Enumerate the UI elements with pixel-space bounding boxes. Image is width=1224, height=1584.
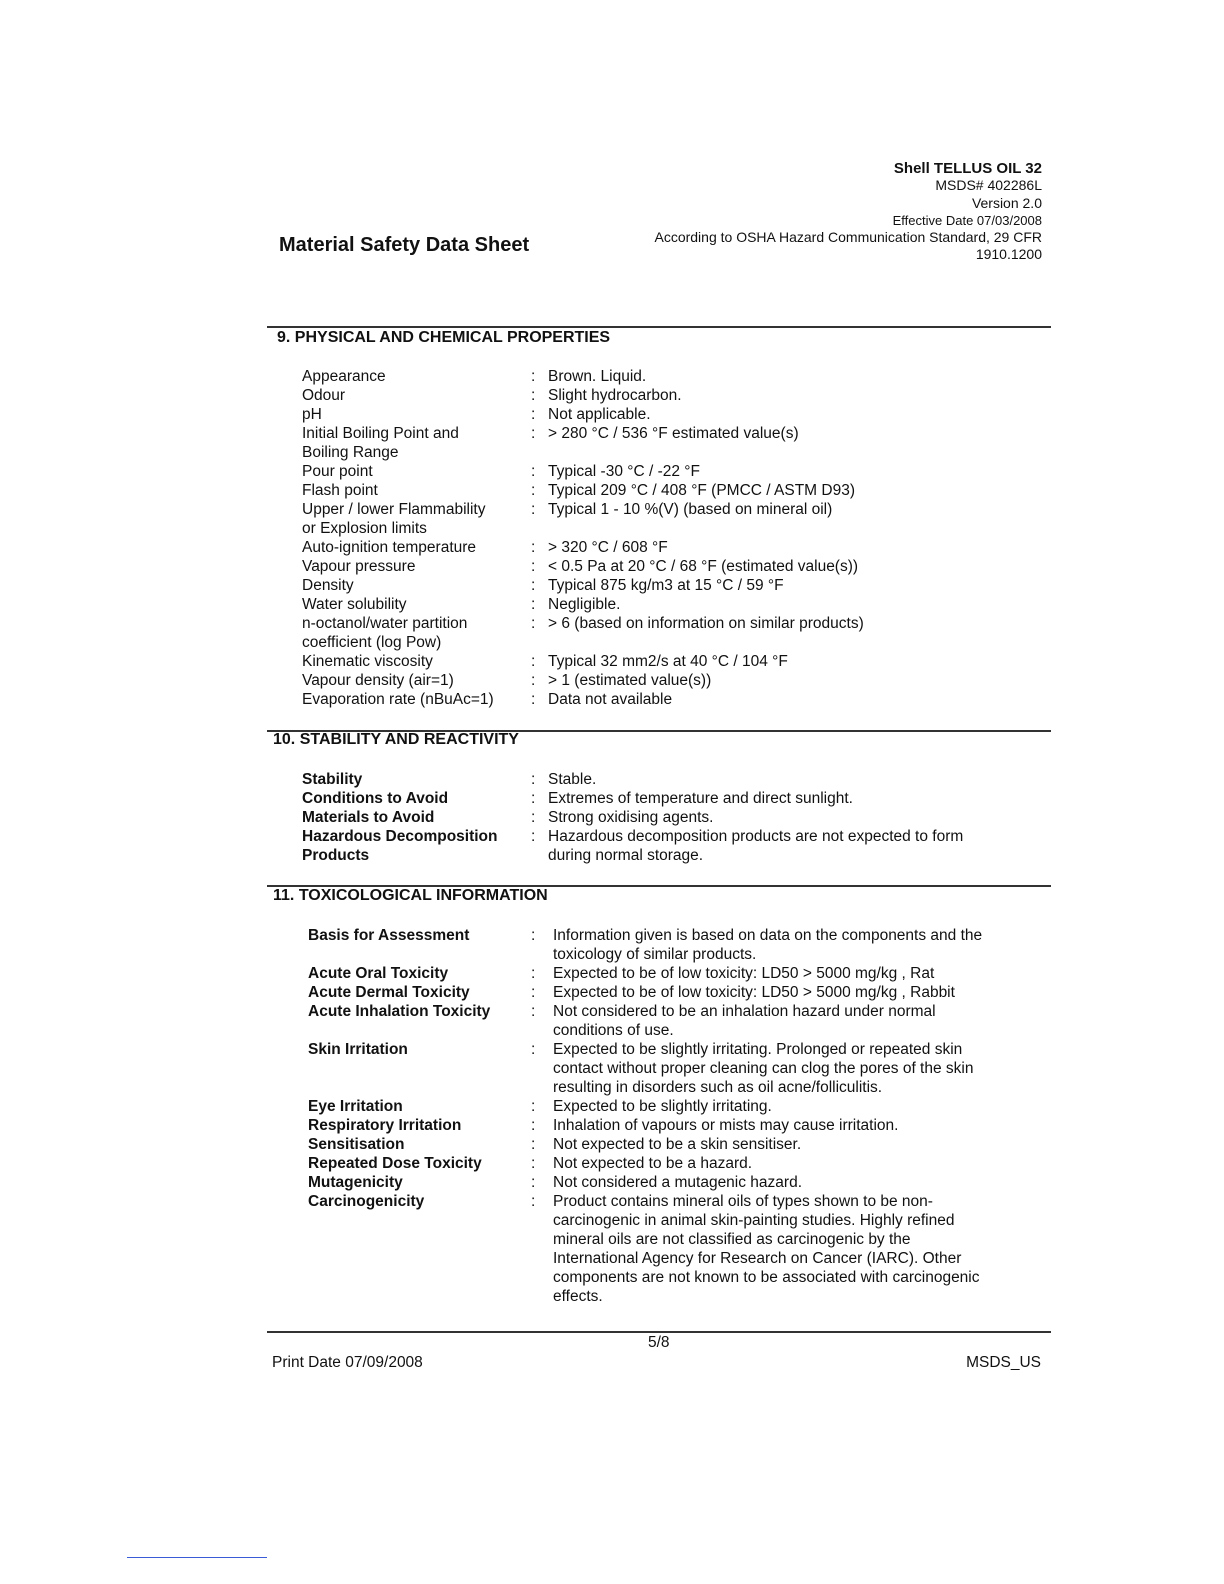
stability-value: Strong oxidising agents. <box>548 809 714 826</box>
colon-separator: : <box>531 790 536 807</box>
colon-separator: : <box>531 927 536 944</box>
toxicology-value-line: resulting in disorders such as oil acne/folliculitis. <box>553 1079 883 1096</box>
stability-value: Extremes of temperature and direct sunlight. <box>548 790 853 807</box>
colon-separator: : <box>531 1003 536 1020</box>
property-label: Odour <box>302 387 346 404</box>
property-label-continued: or Explosion limits <box>302 520 427 537</box>
property-label-continued: coefficient (log Pow) <box>302 634 442 651</box>
toxicology-label: Repeated Dose Toxicity <box>308 1155 482 1172</box>
toxicology-label: Sensitisation <box>308 1136 405 1153</box>
property-label-continued: Boiling Range <box>302 444 399 461</box>
colon-separator: : <box>531 615 536 632</box>
property-value: Typical 32 mm2/s at 40 °C / 104 °F <box>548 653 788 670</box>
msds-number: MSDS# 402286L <box>935 177 1042 194</box>
toxicology-value-line: carcinogenic in animal skin-painting studies. Highly refined <box>553 1212 955 1229</box>
colon-separator: : <box>531 425 536 442</box>
section-10-number: 10. <box>273 731 296 748</box>
toxicology-value-line: contact without proper cleaning can clog the pores of the skin <box>553 1060 974 1077</box>
colon-separator: : <box>531 539 536 556</box>
link-underline <box>127 1557 267 1558</box>
colon-separator: : <box>531 771 536 788</box>
toxicology-value-line: components are not known to be associated with carcinogenic <box>553 1269 980 1286</box>
stability-value: Hazardous decomposition products are not expected to form <box>548 828 964 845</box>
property-label: Vapour density (air=1) <box>302 672 454 689</box>
toxicology-label: Acute Oral Toxicity <box>308 965 449 982</box>
toxicology-value-line: Expected to be of low toxicity: LD50 > 5000 mg/kg , Rabbit <box>553 984 955 1001</box>
toxicology-value-line: effects. <box>553 1288 603 1305</box>
section-11-heading <box>273 887 548 905</box>
colon-separator: : <box>531 1193 536 1210</box>
toxicology-value-line: Expected to be of low toxicity: LD50 > 5000 mg/kg , Rat <box>553 965 935 982</box>
document-header-info <box>654 160 1042 264</box>
property-label: Kinematic viscosity <box>302 653 433 670</box>
property-label: pH <box>302 406 322 423</box>
colon-separator: : <box>531 809 536 826</box>
colon-separator: : <box>531 984 536 1001</box>
property-label: Flash point <box>302 482 378 499</box>
stability-value-continued: during normal storage. <box>548 847 704 864</box>
toxicology-value-line: Not considered to be an inhalation hazard under normal <box>553 1003 936 1020</box>
colon-separator: : <box>531 368 536 385</box>
product-name: Shell TELLUS OIL 32 <box>893 160 1042 177</box>
effective-date: Effective Date 07/03/2008 <box>892 212 1042 228</box>
toxicology-label: Basis for Assessment <box>308 927 470 944</box>
colon-separator: : <box>531 387 536 404</box>
stability-label: Conditions to Avoid <box>302 790 449 807</box>
section-9-heading <box>277 329 610 347</box>
colon-separator: : <box>531 691 536 708</box>
section-10-heading <box>273 731 519 749</box>
document-title: Material Safety Data Sheet <box>279 234 530 256</box>
toxicology-label: Acute Dermal Toxicity <box>308 984 470 1001</box>
toxicology-value-line: Not expected to be a hazard. <box>553 1155 753 1172</box>
property-value: Typical 1 - 10 %(V) (based on mineral oil) <box>548 501 833 518</box>
property-value: Not applicable. <box>548 406 651 423</box>
stability-label: Stability <box>302 771 363 788</box>
colon-separator: : <box>531 653 536 670</box>
toxicology-label: Respiratory Irritation <box>308 1117 462 1134</box>
property-value: Typical -30 °C / -22 °F <box>548 463 700 480</box>
colon-separator: : <box>531 828 536 845</box>
property-label: Pour point <box>302 463 373 480</box>
section-11-title: TOXICOLOGICAL INFORMATION <box>298 887 548 904</box>
toxicology-value-line: toxicology of similar products. <box>553 946 757 963</box>
toxicology-value-line: Not considered a mutagenic hazard. <box>553 1174 803 1191</box>
toxicology-label: Eye Irritation <box>308 1098 403 1115</box>
page-number: 5/8 <box>648 1334 670 1351</box>
toxicology-label: Carcinogenicity <box>308 1193 425 1210</box>
colon-separator: : <box>531 1155 536 1172</box>
property-label: Upper / lower Flammability <box>302 501 486 518</box>
property-label: Vapour pressure <box>302 558 416 575</box>
colon-separator: : <box>531 1136 536 1153</box>
section-9-number: 9. <box>277 329 291 346</box>
property-value: Slight hydrocarbon. <box>548 387 682 404</box>
osha-standard-line2: 1910.1200 <box>975 246 1042 263</box>
property-value: > 6 (based on information on similar products) <box>548 615 864 632</box>
colon-separator: : <box>531 1098 536 1115</box>
version: Version 2.0 <box>971 194 1042 211</box>
colon-separator: : <box>531 482 536 499</box>
toxicology-value-line: Product contains mineral oils of types shown to be non- <box>553 1193 933 1210</box>
colon-separator: : <box>531 1117 536 1134</box>
colon-separator: : <box>531 965 536 982</box>
colon-separator: : <box>531 463 536 480</box>
toxicology-label: Acute Inhalation Toxicity <box>308 1003 491 1020</box>
colon-separator: : <box>531 1041 536 1058</box>
property-label: Initial Boiling Point and <box>302 425 459 442</box>
stability-label: Materials to Avoid <box>302 809 435 826</box>
toxicology-value-line: Not expected to be a skin sensitiser. <box>553 1136 802 1153</box>
property-value: Typical 875 kg/m3 at 15 °C / 59 °F <box>548 577 784 594</box>
property-label: Density <box>302 577 354 594</box>
property-label: Auto-ignition temperature <box>302 539 477 556</box>
property-value: > 1 (estimated value(s)) <box>548 672 712 689</box>
property-value: > 280 °C / 536 °F estimated value(s) <box>548 425 799 442</box>
footer-divider <box>267 1331 1051 1333</box>
colon-separator: : <box>531 596 536 613</box>
property-value: Typical 209 °C / 408 °F (PMCC / ASTM D93) <box>548 482 855 499</box>
property-value: Negligible. <box>548 596 621 613</box>
toxicology-value-line: mineral oils are not classified as carcinogenic by the <box>553 1231 911 1248</box>
colon-separator: : <box>531 577 536 594</box>
toxicology-value-line: Expected to be slightly irritating. <box>553 1098 772 1115</box>
toxicology-value-line: conditions of use. <box>553 1022 674 1039</box>
property-value: > 320 °C / 608 °F <box>548 539 668 556</box>
toxicology-value-line: Expected to be slightly irritating. Prolonged or repeated skin <box>553 1041 963 1058</box>
colon-separator: : <box>531 501 536 518</box>
section-9-title: PHYSICAL AND CHEMICAL PROPERTIES <box>294 329 611 346</box>
toxicology-label: Mutagenicity <box>308 1174 403 1191</box>
colon-separator: : <box>531 672 536 689</box>
stability-value: Stable. <box>548 771 597 788</box>
property-label: n-octanol/water partition <box>302 615 468 632</box>
section-10-title: STABILITY AND REACTIVITY <box>299 731 519 748</box>
colon-separator: : <box>531 406 536 423</box>
print-date: Print Date 07/09/2008 <box>272 1354 423 1371</box>
osha-standard-line1: According to OSHA Hazard Communication Standard, 29 CFR <box>654 229 1042 246</box>
toxicology-value-line: Information given is based on data on the components and the <box>553 927 983 944</box>
colon-separator: : <box>531 558 536 575</box>
property-value: < 0.5 Pa at 20 °C / 68 °F (estimated value(s)) <box>548 558 859 575</box>
toxicology-value-line: Inhalation of vapours or mists may cause irritation. <box>553 1117 899 1134</box>
property-label: Water solubility <box>302 596 407 613</box>
stability-label-continued: Products <box>302 847 370 864</box>
section-divider <box>267 326 1051 328</box>
colon-separator: : <box>531 1174 536 1191</box>
stability-label: Hazardous Decomposition <box>302 828 498 845</box>
document-code: MSDS_US <box>966 1354 1041 1371</box>
property-label: Appearance <box>302 368 386 385</box>
toxicology-label: Skin Irritation <box>308 1041 408 1058</box>
section-11-number: 11. <box>273 887 295 904</box>
property-value: Data not available <box>548 691 673 708</box>
toxicology-value-line: International Agency for Research on Cancer (IARC). Other <box>553 1250 962 1267</box>
property-label: Evaporation rate (nBuAc=1) <box>302 691 494 708</box>
property-value: Brown. Liquid. <box>548 368 647 385</box>
